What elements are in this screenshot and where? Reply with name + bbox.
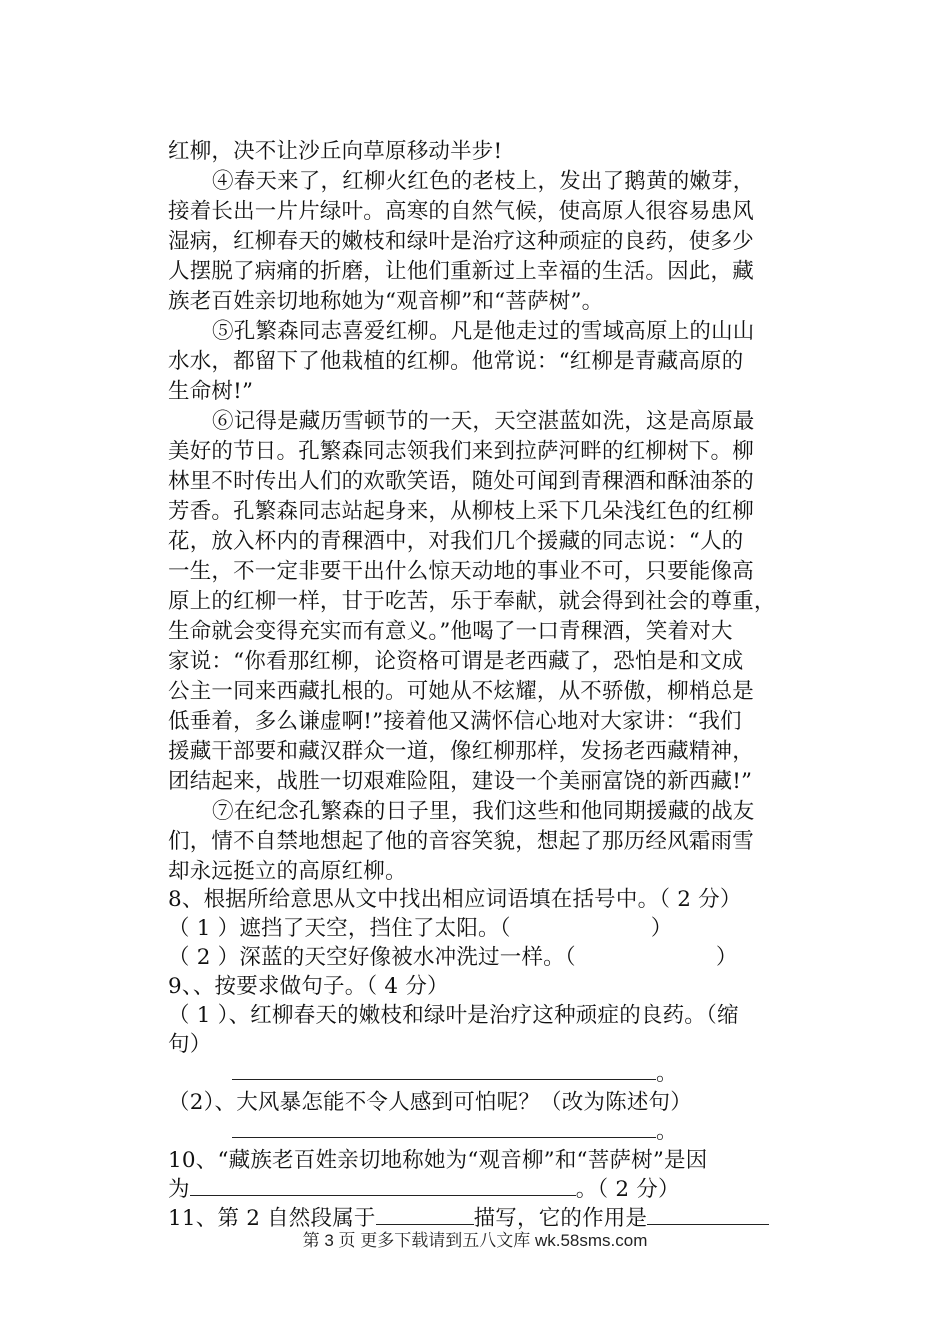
answer-blank[interactable] [376,1206,474,1225]
passage-line: 原上的红柳一样，甘于吃苦，乐于奉献，就会得到社会的尊重， [168,589,776,614]
score-note: 。（ 2 分） [575,1177,680,1202]
passage-line: 接着长出一片片绿叶。高寒的自然气候，使高原人很容易患风 [168,199,754,224]
passage-line: 水水，都留下了他栽植的红柳。他常说：“红柳是青藏高原的 [168,349,744,374]
question-10-text: 为 [168,1177,190,1202]
passage-line: 一生，不一定非要干出什么惊天动地的事业不可，只要能像高 [168,559,754,584]
page-footer: 第 3 页 更多下载请到五八文库 wk.58sms.com [302,1231,648,1250]
question-10: 10、“藏族老百姓亲切地称她为“观音柳”和“菩萨树”是因 [168,1148,708,1173]
passage-line: 团结起来，战胜一切艰难险阻，建设一个美丽富饶的新西藏!” [168,769,753,794]
passage-line: ④春天来了，红柳火红色的老枝上，发出了鹅黄的嫩芽， [212,169,755,194]
answer-blank[interactable] [190,1177,576,1196]
question-9-1-cont: 句） [168,1032,212,1057]
closing-paren: ） [715,945,738,970]
question-9-2: （2）、大风暴怎能不令人感到可怕呢？（改为陈述句） [168,1090,692,1115]
passage-line: 家说：“你看那红柳，论资格可谓是老西藏了，恐怕是和文成 [168,649,744,674]
question-11-text-2: 描写，它的作用是 [473,1206,648,1231]
answer-line-9-1 [232,1059,872,1089]
passage-line: 生命就会变得充实而有意义。”他喝了一口青稞酒，笑着对大 [168,619,733,644]
answer-blank[interactable] [576,946,716,964]
answer-line-9-2 [232,1117,872,1147]
answer-blank[interactable] [647,1206,769,1225]
passage-line: 美好的节日。孔繁森同志领我们来到拉萨河畔的红柳树下。柳 [168,439,754,464]
answer-blank[interactable] [232,1061,656,1080]
question-8-2 [168,943,808,973]
passage-line: ⑥记得是藏历雪顿节的一天，天空湛蓝如洗，这是高原最 [212,409,755,434]
period: 。 [656,1061,678,1086]
question-11-text: 11、第 2 自然段属于 [168,1206,376,1231]
passage-line: 族老百姓亲切地称她为“观音柳”和“菩萨树”。 [168,289,604,314]
question-8-1 [168,914,808,944]
passage-line: 红柳，决不让沙丘向草原移动半步! [168,139,503,164]
passage-line: 芳香。孔繁森同志站起身来，从柳枝上采下几朵浅红色的红柳 [168,499,754,524]
passage-line: 湿病，红柳春天的嫩枝和绿叶是治疗这种顽症的良药，使多少 [168,229,754,254]
question-10-cont [168,1175,808,1205]
passage-line: 人摆脱了病痛的折磨，让他们重新过上幸福的生活。因此，藏 [168,259,754,284]
passage-line: ⑤孔繁森同志喜爱红柳。凡是他走过的雪域高原上的山山 [212,319,755,344]
question-9: 9、、按要求做句子。（ 4 分） [168,974,449,999]
question-8-2-text: （ 2 ）深蓝的天空好像被水冲洗过一样。（ [168,945,576,970]
passage-line: 花，放入杯内的青稞酒中，对我们几个援藏的同志说：“人的 [168,529,744,554]
passage-line: ⑦在纪念孔繁森的日子里，我们这些和他同期援藏的战友 [212,799,755,824]
closing-paren: ） [650,916,673,941]
passage-line: 生命树!” [168,379,254,404]
passage-line: 们，情不自禁地想起了他的音容笑貌，想起了那历经风霜雨雪 [168,829,754,854]
period: 。 [656,1119,678,1144]
passage-line: 林里不时传出人们的欢歌笑语，随处可闻到青稞酒和酥油茶的 [168,469,754,494]
passage-line: 公主一同来西藏扎根的。可她从不炫耀，从不骄傲，柳梢总是 [168,679,754,704]
question-8: 8、根据所给意思从文中找出相应词语填在括号中。（ 2 分） [168,887,742,912]
answer-blank[interactable] [232,1119,656,1138]
passage-line: 援藏干部要和藏汉群众一道，像红柳那样，发扬老西藏精神， [168,739,754,764]
answer-blank[interactable] [511,917,651,935]
passage-line: 低垂着，多么谦虚啊!”接着他又满怀信心地对大家讲：“我们 [168,709,742,734]
question-9-1: （ 1 ）、红柳春天的嫩枝和绿叶是治疗这种顽症的良药。（缩 [168,1003,739,1028]
passage-line: 却永远挺立的高原红柳。 [168,859,407,884]
question-8-1-text: （ 1 ）遮挡了天空，挡住了太阳。（ [168,916,511,941]
